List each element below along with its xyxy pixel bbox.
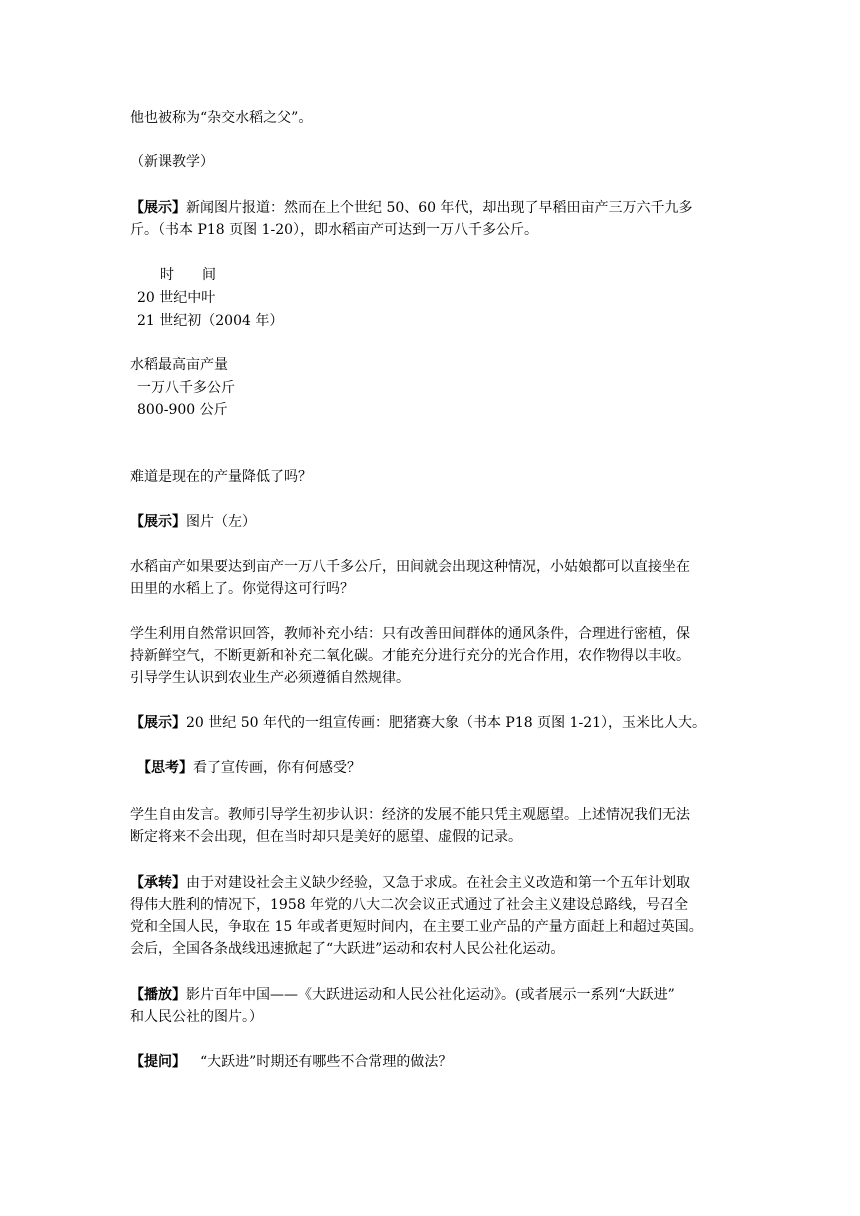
table-col2-row2 <box>137 400 747 420</box>
paragraph-text: 学生自由发言。教师引导学生初步认识：经济的发展不能只凭主观愿望。上述情况我们无法 <box>130 807 690 823</box>
paragraph-show-1-line1 <box>130 198 740 218</box>
table-col1-row2 <box>137 311 747 331</box>
table-col1-row1 <box>137 288 747 308</box>
paragraph-text: 图片（左） <box>186 514 256 530</box>
tag-think: 【思考】 <box>137 760 193 776</box>
paragraph-text: 学生利用自然常识回答，教师补充小结：只有改善田间群体的通风条件，合理进行密植，保 <box>130 626 690 642</box>
table-col1-header <box>160 265 770 285</box>
paragraph-text: 断定将来不会出现，但在当时却只是美好的愿望、虚假的记录。 <box>130 829 522 845</box>
paragraph-show-2 <box>130 512 740 532</box>
paragraph-text: 看了宣传画，你有何感受？ <box>193 760 361 776</box>
section-heading-text: （新课教学） <box>130 154 214 170</box>
paragraph-play-line1 <box>130 985 740 1005</box>
paragraph-intro-text: 他也被称为“杂交水稻之父”。 <box>130 110 313 126</box>
paragraph-text: 难道是现在的产量降低了吗？ <box>130 469 312 485</box>
paragraph-discussion-line1 <box>130 805 740 825</box>
tag-show: 【展示】 <box>130 200 186 216</box>
paragraph-intro <box>130 108 740 128</box>
table-header-text: 水稻最高亩产量 <box>130 357 228 373</box>
paragraph-play-line2 <box>130 1007 740 1027</box>
paragraph-text: 影片百年中国——《大跃进运动和人民公社化运动》。(或者展示一系列“大跃进” <box>186 987 675 1003</box>
tag-show: 【展示】 <box>130 514 186 530</box>
paragraph-transition-line1 <box>130 873 740 893</box>
paragraph-summary-line1 <box>130 624 740 644</box>
paragraph-transition-line4 <box>130 939 740 959</box>
section-heading <box>130 152 740 172</box>
paragraph-discussion-line2 <box>130 827 740 847</box>
table-cell-text: 一万八千多公斤 <box>137 380 235 396</box>
paragraph-question <box>130 467 740 487</box>
tag-ask: 【提问】 <box>130 1054 186 1070</box>
tag-show: 【展示】 <box>130 715 186 731</box>
paragraph-text: 田里的水稻上了。你觉得这可行吗？ <box>130 581 354 597</box>
paragraph-rice-line2 <box>130 579 740 599</box>
tag-play: 【播放】 <box>130 987 186 1003</box>
table-cell-text: 20 世纪中叶 <box>137 290 216 306</box>
table-col2-header <box>130 355 740 375</box>
table-col2-row1 <box>137 378 747 398</box>
paragraph-text: 得伟大胜利的情况下，1958 年党的八大二次会议正式通过了社会主义建设总路线，号召全 <box>130 897 689 913</box>
paragraph-text: 引导学生认识到农业生产必须遵循自然规律。 <box>130 670 410 686</box>
table-cell-text: 21 世纪初（2004 年） <box>137 313 284 329</box>
paragraph-text: 党和全国人民，争取在 15 年或者更短时间内，在主要工业产品的产量方面赶上和超过英国。 <box>130 919 703 935</box>
paragraph-think <box>137 758 747 778</box>
paragraph-text: 水稻亩产如果要达到亩产一万八千多公斤，田间就会出现这种情况，小姑娘都可以直接坐在 <box>130 559 690 575</box>
paragraph-text: 新闻图片报道：然而在上个世纪 50、60 年代，却出现了早稻田亩产三万六千九多 <box>186 200 693 216</box>
paragraph-show-3 <box>130 713 740 733</box>
paragraph-text: “大跃进”时期还有哪些不合常理的做法？ <box>200 1054 453 1070</box>
paragraph-summary-line2 <box>130 646 740 666</box>
table-cell-text: 800-900 公斤 <box>137 402 228 418</box>
paragraph-text: 和人民公社的图片。） <box>130 1009 263 1025</box>
paragraph-text: 斤。（书本 P18 页图 1-20），即水稻亩产可达到一万八千多公斤。 <box>130 222 539 238</box>
paragraph-show-1-line2 <box>130 220 740 240</box>
paragraph-summary-line3 <box>130 668 740 688</box>
paragraph-transition-line3 <box>130 917 740 937</box>
paragraph-transition-line2 <box>130 895 740 915</box>
paragraph-text: 持新鲜空气，不断更新和补充二氧化碳。才能充分进行充分的光合作用，农作物得以丰收。 <box>130 648 690 664</box>
paragraph-ask <box>130 1052 740 1072</box>
tag-transition: 【承转】 <box>130 875 186 891</box>
paragraph-text: 由于对建设社会主义缺少经验，又急于求成。在社会主义改造和第一个五年计划取 <box>186 875 690 891</box>
paragraph-text: 20 世纪 50 年代的一组宣传画：肥猪赛大象（书本 P18 页图 1-21），玉米比人大。 <box>186 715 707 731</box>
table-header-text: 时 间 <box>160 267 216 283</box>
paragraph-rice-line1 <box>130 557 740 577</box>
paragraph-text: 会后，全国各条战线迅速掀起了“大跃进”运动和农村人民公社化运动。 <box>130 941 565 957</box>
